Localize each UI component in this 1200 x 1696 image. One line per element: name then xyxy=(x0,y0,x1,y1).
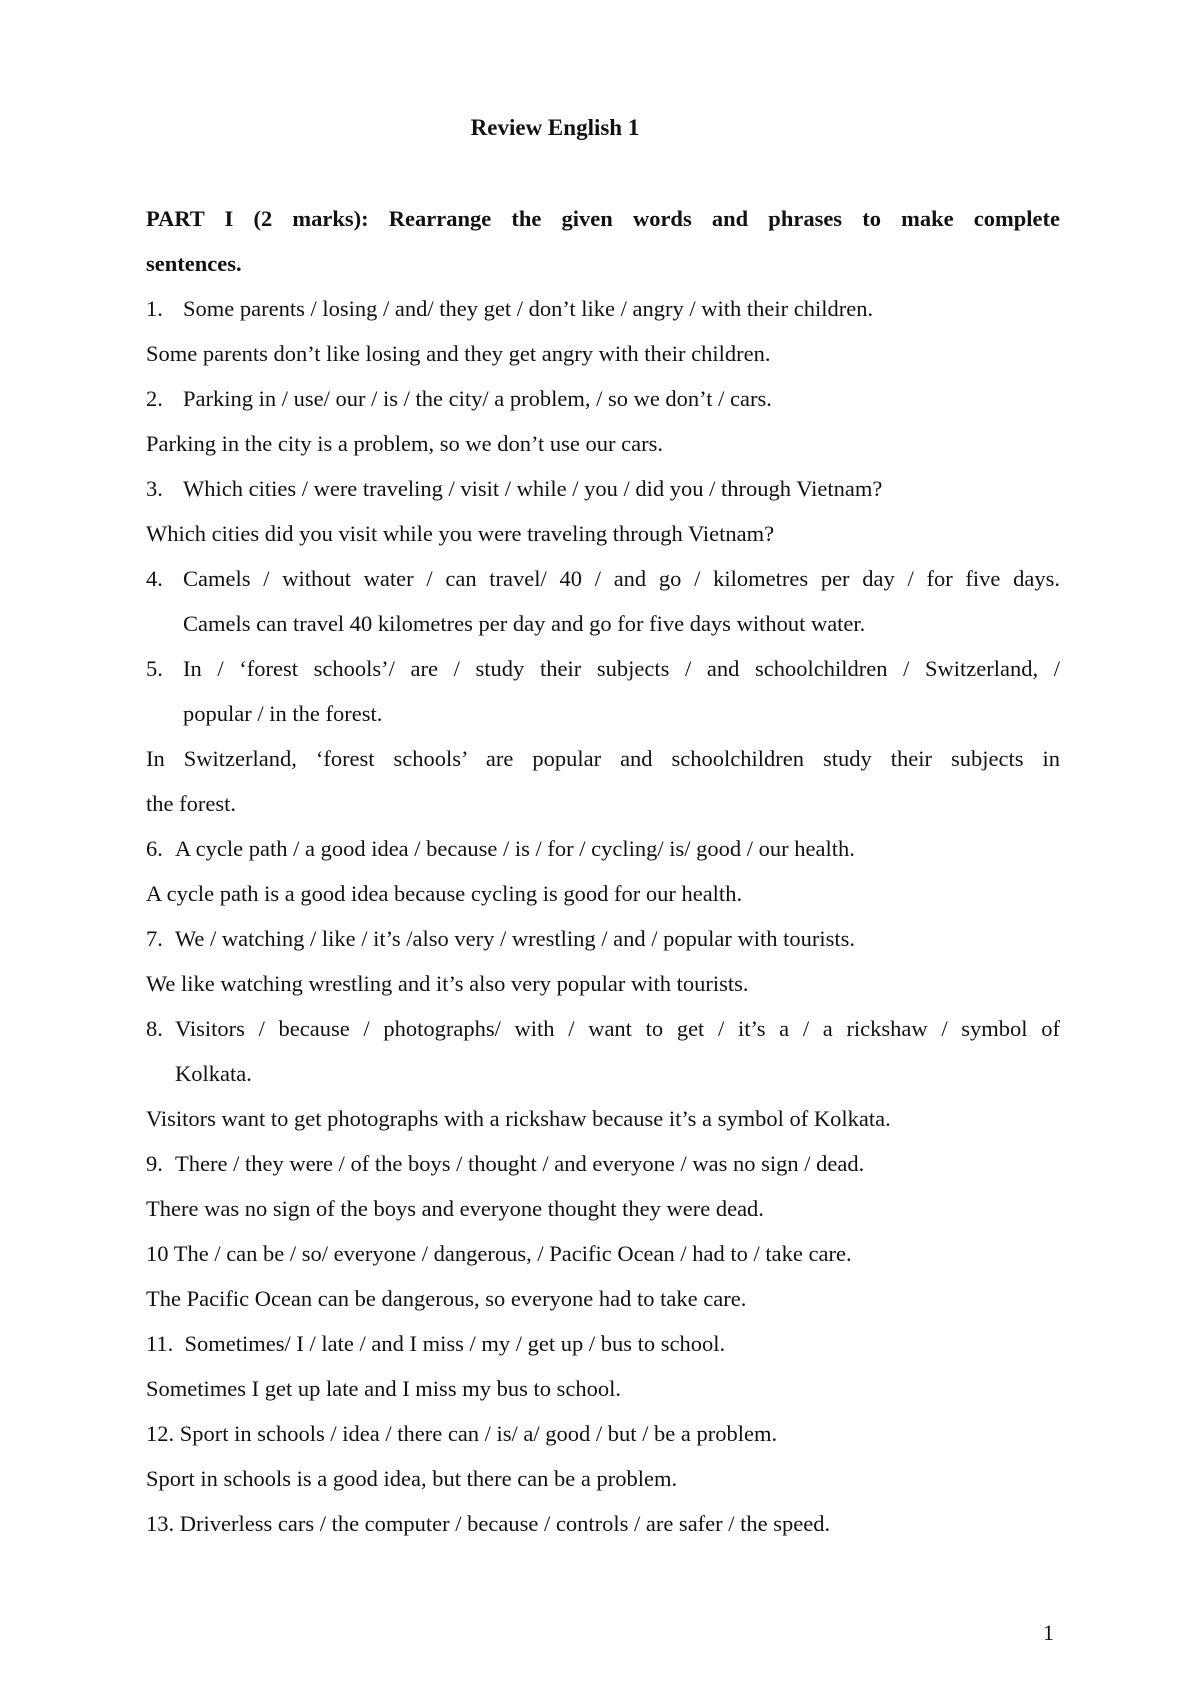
answer-4: Camels can travel 40 kilometres per day and go for five days without water. xyxy=(183,611,866,636)
document-title: Review English 1 xyxy=(470,115,640,140)
answer-3: Which cities did you visit while you were traveling through Vietnam? xyxy=(146,521,775,546)
question-prompt: We / watching / like / it’s /also very / wrestling / and / popular with tourists. xyxy=(175,926,855,951)
question-number: 9. xyxy=(146,1151,163,1176)
document-body xyxy=(146,204,1060,1554)
page-number: 1 xyxy=(1043,1620,1054,1645)
question-number: 8. xyxy=(146,1016,163,1041)
question-number: 5. xyxy=(146,656,163,681)
question-number: 3. xyxy=(146,476,163,501)
question-number: 13. xyxy=(146,1511,175,1536)
question-13 xyxy=(146,1509,1060,1554)
question-prompt-line-1: Visitors / because / photographs/ with / want to get / it’s a / a rickshaw / symbol of xyxy=(175,1016,1060,1041)
question-prompt: Sport in schools / idea / there can / is/ a/ good / but / be a problem. xyxy=(179,1421,778,1446)
answer-5-line-1: In Switzerland, ‘forest schools’ are popular and schoolchildren study their subjects in xyxy=(146,746,1060,771)
question-number: 11. xyxy=(146,1331,174,1356)
question-9 xyxy=(146,1149,1060,1194)
question-number: 10 xyxy=(146,1241,169,1266)
answer-9: There was no sign of the boys and everyone thought they were dead. xyxy=(146,1196,764,1221)
question-6 xyxy=(146,834,1060,879)
question-prompt: Sometimes/ I / late / and I miss / my / get up / bus to school. xyxy=(184,1331,726,1356)
question-4 xyxy=(146,564,1060,609)
question-prompt: Camels / without water / can travel/ 40 / and go / kilometres per day / for five days. xyxy=(183,566,1060,591)
question-10 xyxy=(146,1239,1060,1284)
answer-7: We like watching wrestling and it’s also very popular with tourists. xyxy=(146,971,749,996)
question-prompt: There / they were / of the boys / thought / and everyone / was no sign / dead. xyxy=(175,1151,865,1176)
question-prompt: The / can be / so/ everyone / dangerous, / Pacific Ocean / had to / take care. xyxy=(173,1241,852,1266)
answer-5-line-2: the forest. xyxy=(146,791,236,816)
question-prompt-line-2: popular / in the forest. xyxy=(183,701,383,726)
question-prompt-line-2: Kolkata. xyxy=(175,1061,252,1086)
question-11 xyxy=(146,1329,1060,1374)
question-number: 12. xyxy=(146,1421,175,1446)
answer-11: Sometimes I get up late and I miss my bus to school. xyxy=(146,1376,621,1401)
question-7 xyxy=(146,924,1060,969)
question-prompt: Some parents / losing / and/ they get / don’t like / angry / with their children. xyxy=(183,296,874,321)
question-8 xyxy=(146,1014,1060,1059)
part-heading-line-2: sentences. xyxy=(146,251,242,276)
question-prompt-line-1: In / ‘forest schools’/ are / study their subjects / and schoolchildren / Switzerland, / xyxy=(183,656,1060,681)
answer-8: Visitors want to get photographs with a rickshaw because it’s a symbol of Kolkata. xyxy=(146,1106,891,1131)
answer-10: The Pacific Ocean can be dangerous, so everyone had to take care. xyxy=(146,1286,747,1311)
part-heading-line-1: PART I (2 marks): Rearrange the given words and phrases to make complete xyxy=(146,206,1060,231)
question-prompt: Driverless cars / the computer / because / controls / are safer / the speed. xyxy=(179,1511,831,1536)
question-1 xyxy=(146,294,1060,339)
question-number: 4. xyxy=(146,566,163,591)
answer-1: Some parents don’t like losing and they get angry with their children. xyxy=(146,341,771,366)
answer-12: Sport in schools is a good idea, but there can be a problem. xyxy=(146,1466,678,1491)
question-2 xyxy=(146,384,1060,429)
question-prompt: A cycle path / a good idea / because / is / for / cycling/ is/ good / our health. xyxy=(175,836,855,861)
question-number: 6. xyxy=(146,836,163,861)
answer-2: Parking in the city is a problem, so we don’t use our cars. xyxy=(146,431,663,456)
answer-6: A cycle path is a good idea because cycling is good for our health. xyxy=(146,881,743,906)
question-prompt: Parking in / use/ our / is / the city/ a problem, / so we don’t / cars. xyxy=(183,386,772,411)
question-5 xyxy=(146,654,1060,699)
question-prompt: Which cities / were traveling / visit / while / you / did you / through Vietnam? xyxy=(183,476,883,501)
question-12 xyxy=(146,1419,1060,1464)
question-number: 2. xyxy=(146,386,163,411)
question-number: 1. xyxy=(146,296,163,321)
question-3 xyxy=(146,474,1060,519)
question-number: 7. xyxy=(146,926,163,951)
